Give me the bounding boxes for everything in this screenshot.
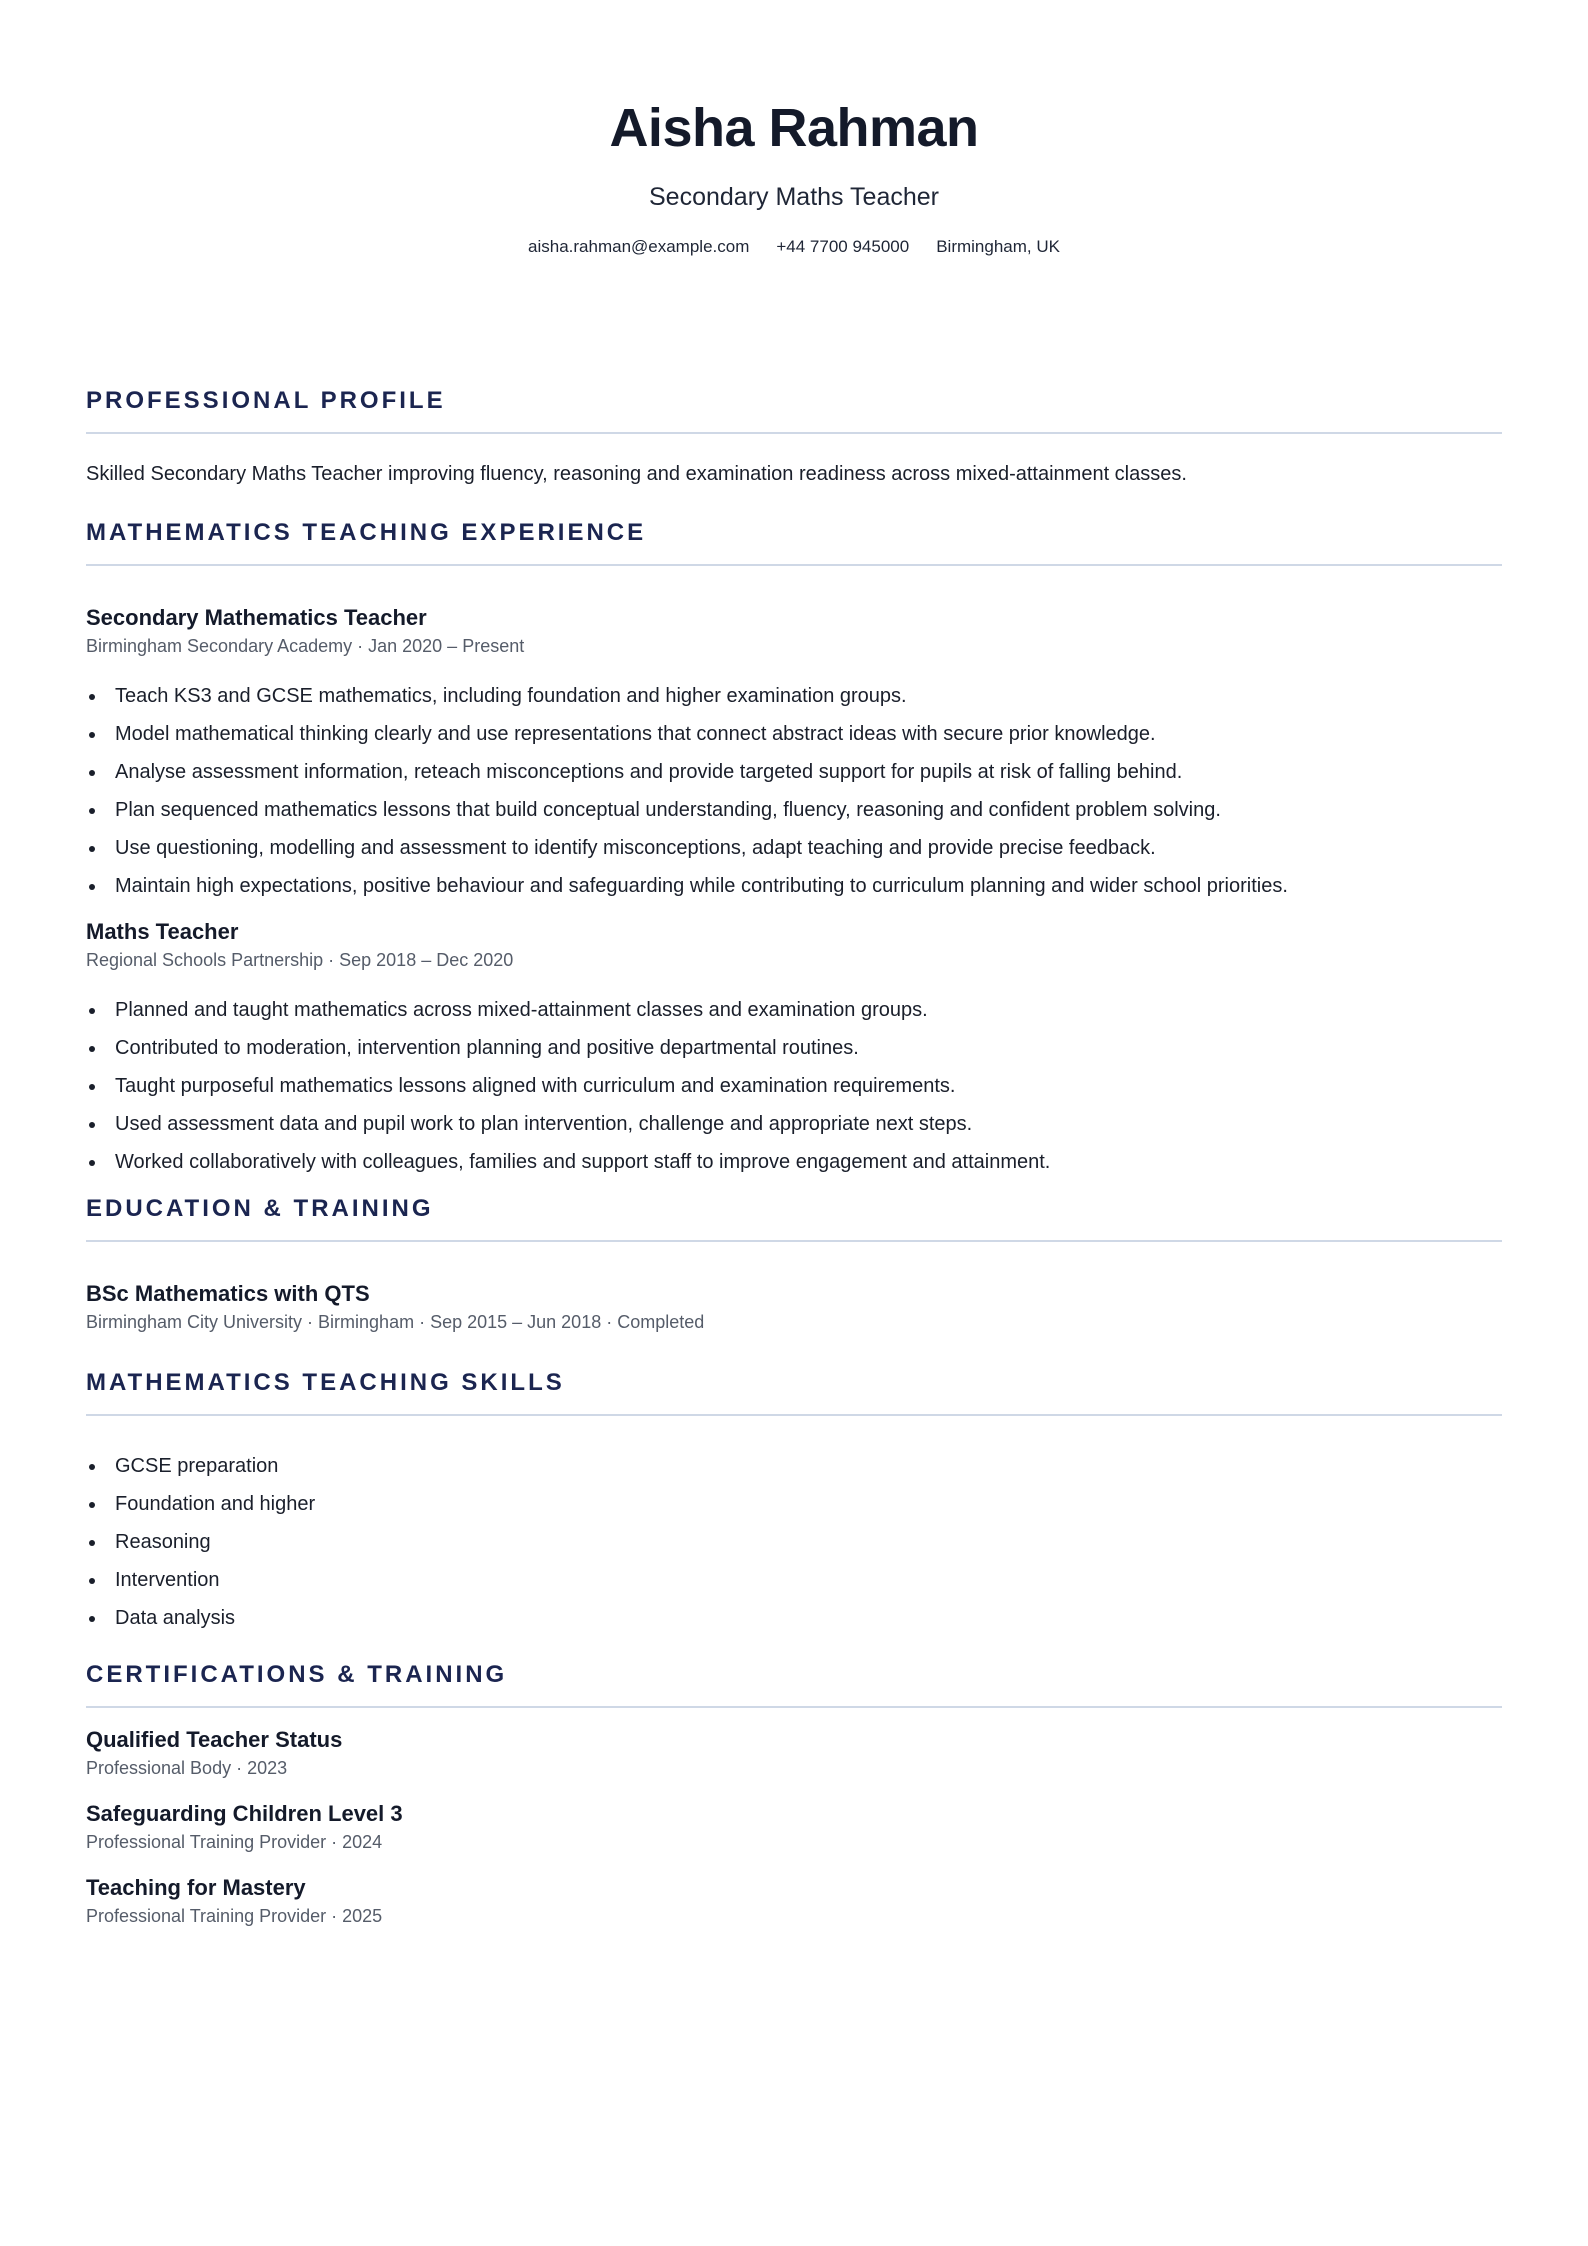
contact-location: Birmingham, UK	[936, 237, 1060, 256]
section-divider	[86, 1240, 1502, 1242]
resume-header	[86, 0, 1502, 258]
certification-title: Safeguarding Children Level 3	[86, 1801, 403, 1826]
job-entry	[86, 604, 1502, 900]
section-divider	[86, 1706, 1502, 1708]
section-divider	[86, 432, 1502, 434]
section-heading-profile: PROFESSIONAL PROFILE	[86, 387, 446, 414]
certification-meta: Professional Body · 2023	[86, 1758, 288, 1778]
section-certifications	[86, 1660, 1502, 1928]
job-bullet: Contributed to moderation, intervention planning and positive departmental routines.	[86, 1034, 1502, 1062]
job-meta: Birmingham Secondary Academy · Jan 2020 – Present	[86, 636, 525, 656]
job-bullet: Analyse assessment information, reteach misconceptions and provide targeted support for pupils at risk of falling behind.	[86, 758, 1502, 786]
job-bullet: Teach KS3 and GCSE mathematics, including foundation and higher examination groups.	[86, 682, 1502, 710]
section-divider	[86, 564, 1502, 566]
certification-meta: Professional Training Provider · 2024	[86, 1832, 383, 1852]
job-bullet: Maintain high expectations, positive behaviour and safeguarding while contributing to curriculum planning and wider school priorities.	[86, 872, 1502, 900]
section-experience	[86, 518, 1502, 1176]
job-bullets	[86, 682, 1502, 900]
section-divider	[86, 1414, 1502, 1416]
section-heading-experience: MATHEMATICS TEACHING EXPERIENCE	[86, 519, 647, 546]
section-education	[86, 1194, 1502, 1334]
certification-title: Teaching for Mastery	[86, 1875, 306, 1900]
certification-title: Qualified Teacher Status	[86, 1727, 343, 1752]
contact-line	[86, 236, 1502, 258]
skill-item: Intervention	[86, 1566, 1502, 1594]
skill-item: Data analysis	[86, 1604, 1502, 1632]
job-bullet: Taught purposeful mathematics lessons aligned with curriculum and examination requirements.	[86, 1072, 1502, 1100]
contact-phone[interactable]: +44 7700 945000	[776, 237, 910, 256]
skill-item: Reasoning	[86, 1528, 1502, 1556]
job-meta: Regional Schools Partnership · Sep 2018 – Dec 2020	[86, 950, 514, 970]
education-entry	[86, 1280, 1502, 1334]
section-heading-certifications: CERTIFICATIONS & TRAINING	[86, 1661, 508, 1688]
certification-entry	[86, 1874, 1502, 1928]
skills-list	[86, 1452, 1502, 1632]
section-heading-skills: MATHEMATICS TEACHING SKILLS	[86, 1369, 565, 1396]
section-skills	[86, 1368, 1502, 1632]
certification-entry	[86, 1726, 1502, 1780]
section-profile	[86, 386, 1502, 488]
certification-meta: Professional Training Provider · 2025	[86, 1906, 383, 1926]
job-bullet: Used assessment data and pupil work to plan intervention, challenge and appropriate next steps.	[86, 1110, 1502, 1138]
certification-entry	[86, 1800, 1502, 1854]
job-bullet: Use questioning, modelling and assessment to identify misconceptions, adapt teaching and provide precise feedback.	[86, 834, 1502, 862]
job-bullet: Plan sequenced mathematics lessons that build conceptual understanding, fluency, reasoning and confident problem solving.	[86, 796, 1502, 824]
job-bullet: Planned and taught mathematics across mixed-attainment classes and examination groups.	[86, 996, 1502, 1024]
job-title: Maths Teacher	[86, 919, 239, 944]
job-bullet: Model mathematical thinking clearly and use representations that connect abstract ideas with secure prior knowledge.	[86, 720, 1502, 748]
job-entry	[86, 918, 1502, 1176]
candidate-title: Secondary Maths Teacher	[649, 183, 939, 211]
skill-item: GCSE preparation	[86, 1452, 1502, 1480]
skill-item: Foundation and higher	[86, 1490, 1502, 1518]
job-title: Secondary Mathematics Teacher	[86, 605, 427, 630]
job-bullets	[86, 996, 1502, 1176]
candidate-name: Aisha Rahman	[609, 98, 979, 158]
section-heading-education: EDUCATION & TRAINING	[86, 1195, 434, 1222]
profile-summary: Skilled Secondary Maths Teacher improving fluency, reasoning and examination readiness across mixed-attainment classes.	[86, 463, 1187, 485]
education-title: BSc Mathematics with QTS	[86, 1281, 370, 1306]
contact-email[interactable]: aisha.rahman@example.com	[528, 237, 750, 256]
education-meta: Birmingham City University · Birmingham · Sep 2015 – Jun 2018 · Completed	[86, 1312, 705, 1332]
job-bullet: Worked collaboratively with colleagues, families and support staff to improve engagement and attainment.	[86, 1148, 1502, 1176]
